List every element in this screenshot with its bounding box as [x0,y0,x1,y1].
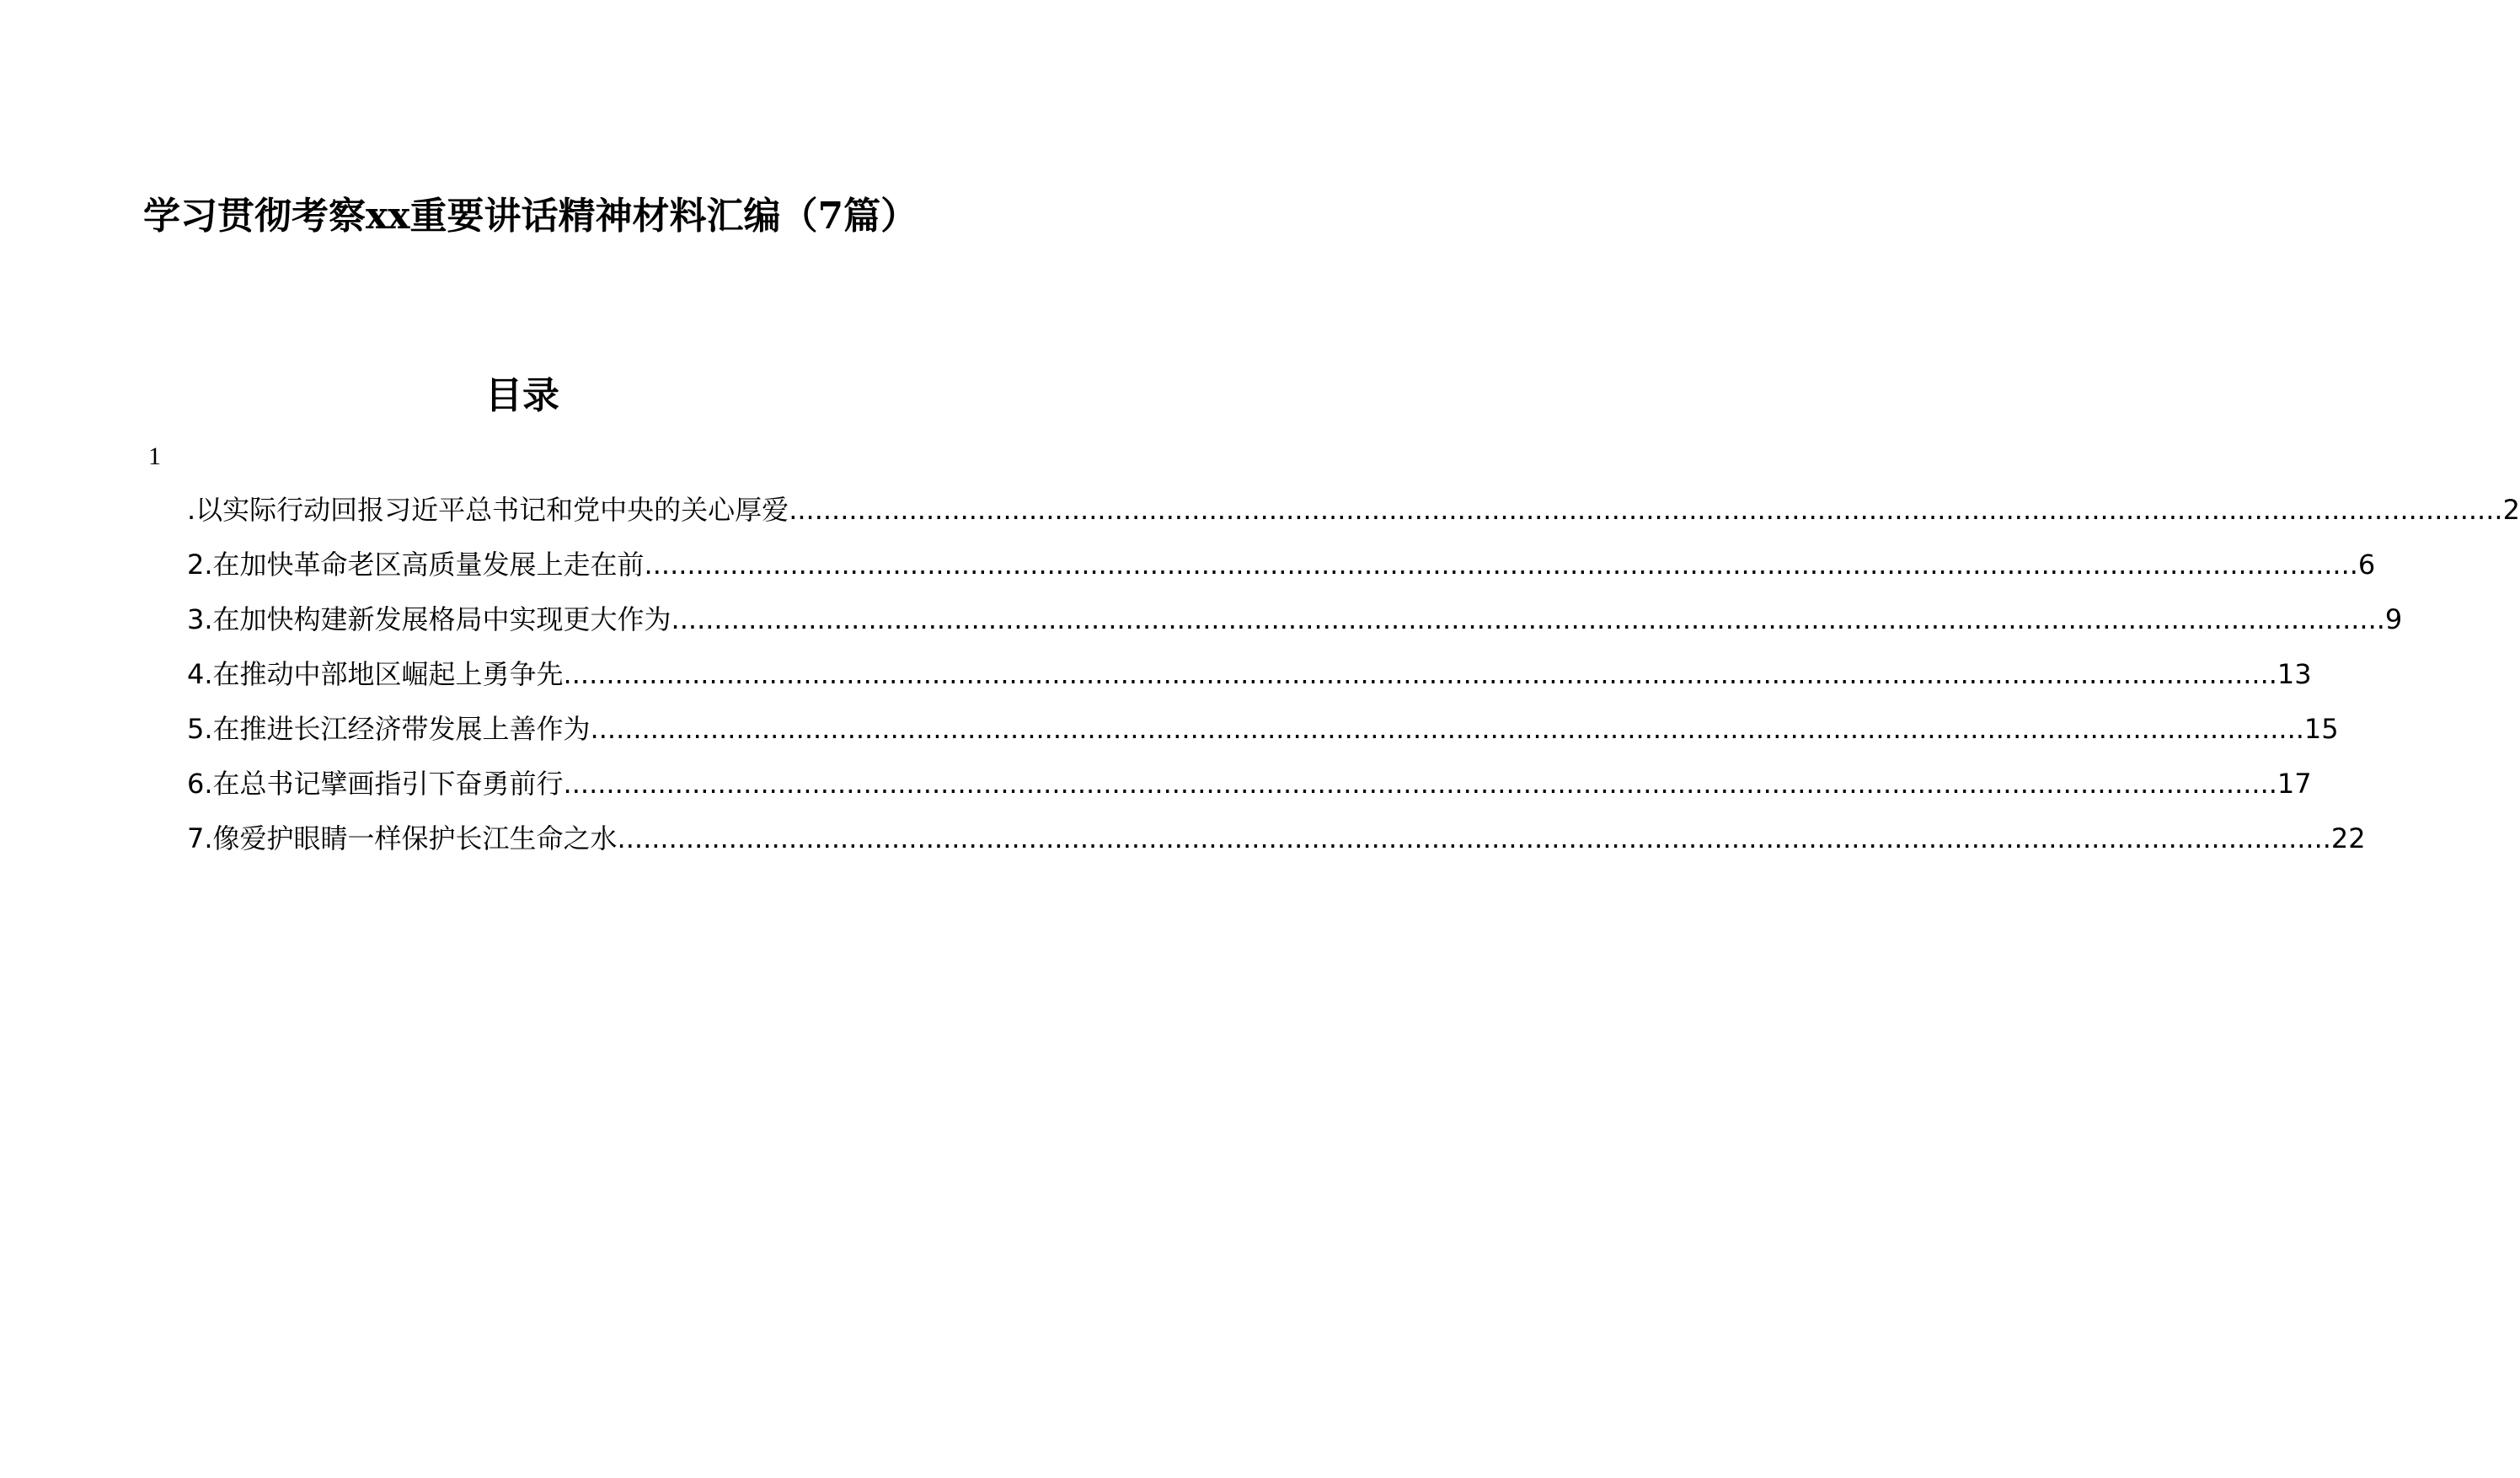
toc-entry-6[interactable] [187,761,2312,816]
toc-entry-4[interactable] [187,651,2312,706]
toc-entry-2[interactable] [187,542,2376,597]
toc-entry-5[interactable] [187,706,2339,761]
toc-entry-page: 2 [2502,494,2520,526]
toc-entry-label: 3.在加快构建新发展格局中实现更大作为 [187,603,671,635]
toc-entry-leader: ........................................................................................................................................................................................................ [590,713,2304,745]
toc-entry-label: 7.像爱护眼睛一样保护长江生命之水 [187,822,618,854]
document-title: 学习贯彻考察xx重要讲话精神材料汇编（7篇） [143,195,918,238]
toc-entry-label: .以实际行动回报习近平总书记和党中央的关心厚爱 [187,494,789,526]
toc-entry-leader: ........................................................................................................................................................................................................ [789,494,2503,526]
toc-entry-leader: ........................................................................................................................................................................................................ [671,603,2385,635]
toc-entry-label: 2.在加快革命老区高质量发展上走在前 [187,549,645,581]
toc-entry-label: 4.在推动中部地区崛起上勇争先 [187,658,564,690]
toc-entry-label: 6.在总书记擘画指引下奋勇前行 [187,768,564,800]
toc-entry-3[interactable] [187,597,2403,651]
toc-entry-7[interactable] [187,816,2366,870]
toc-entry-1[interactable] [187,487,2520,542]
toc-entry-page: 22 [2330,822,2366,854]
toc-heading: 目录 [485,374,559,417]
toc-entry-label: 5.在推进长江经济带发展上善作为 [187,713,591,745]
toc-entry-page: 9 [2384,603,2403,635]
toc-entry-page: 17 [2277,768,2312,800]
toc-entry-leader: ........................................................................................................................................................................................................ [644,549,2358,581]
toc-entry-leader: ........................................................................................................................................................................................................ [563,658,2277,690]
toc-first-number: 1 [148,442,161,470]
toc-entry-page: 6 [2357,549,2376,581]
toc-entry-leader: ........................................................................................................................................................................................................ [563,768,2277,800]
toc-entry-leader: ........................................................................................................................................................................................................ [617,822,2331,854]
table-of-contents [187,487,2520,870]
toc-entry-page: 13 [2277,658,2312,690]
toc-entry-page: 15 [2303,713,2339,745]
